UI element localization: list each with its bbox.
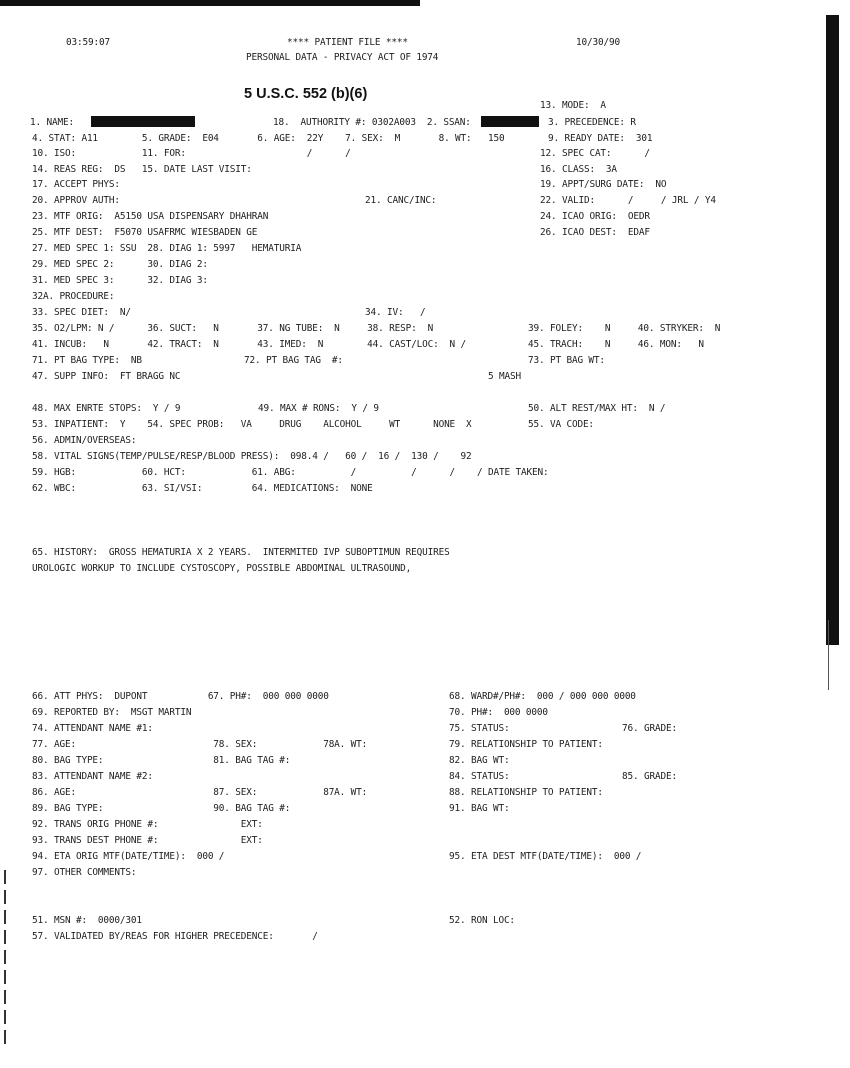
row-reas-reg: 14. REAS REG: DS 15. DATE LAST VISIT: [32, 164, 252, 175]
field-relationship-79: 79. RELATIONSHIP TO PATIENT: [449, 739, 603, 750]
field-accept-phys: 17. ACCEPT PHYS: [32, 179, 120, 190]
field-mode: 13. MODE: A [540, 100, 606, 111]
field-class: 16. CLASS: 3A [540, 164, 617, 175]
document-subtitle: PERSONAL DATA - PRIVACY ACT OF 1974 [246, 52, 439, 63]
field-va-code: 55. VA CODE: [528, 419, 594, 430]
field-validated-by: 57. VALIDATED BY/REAS FOR HIGHER PRECEDENCE: / [32, 931, 318, 942]
field-supp-info: 47. SUPP INFO: FT BRAGG NC [32, 371, 181, 382]
field-appt-surg-date: 19. APPT/SURG DATE: NO [540, 179, 667, 190]
field-eta-orig-mtf: 94. ETA ORIG MTF(DATE/TIME): 000 / [32, 851, 225, 862]
field-pt-bag-wt: 73. PT BAG WT: [528, 355, 605, 366]
row-inpatient-spec-prob: 53. INPATIENT: Y 54. SPEC PROB: VA DRUG ALCOHOL WT NONE X [32, 419, 472, 430]
field-bag-wt-82: 82. BAG WT: [449, 755, 510, 766]
row-o2-suct-ng-resp: 35. O2/LPM: N / 36. SUCT: N 37. NG TUBE: N 38. RESP: N [32, 323, 434, 334]
row-incub-tract-imed-cast: 41. INCUB: N 42. TRACT: N 43. IMED: N 44. CAST/LOC: N / [32, 339, 467, 350]
field-attendant-name-1: 74. ATTENDANT NAME #1: [32, 723, 153, 734]
field-reported-by: 69. REPORTED BY: MSGT MARTIN [32, 707, 192, 718]
field-ready-date: 9. READY DATE: 301 [548, 133, 653, 144]
print-time: 03:59:07 [66, 37, 110, 48]
field-trans-dest-phone: 93. TRANS DEST PHONE #: EXT: [32, 835, 263, 846]
field-msn: 51. MSN #: 0000/301 [32, 915, 142, 926]
field-grade-85: 85. GRADE: [622, 771, 677, 782]
field-pt-bag-type: 71. PT BAG TYPE: NB [32, 355, 142, 366]
field-max-enrte-stops: 48. MAX ENRTE STOPS: Y / 9 [32, 403, 181, 414]
field-status-75: 75. STATUS: [449, 723, 510, 734]
field-bag-wt-91: 91. BAG WT: [449, 803, 510, 814]
row-age-sex-wt-2: 86. AGE: 87. SEX: 87A. WT: [32, 787, 368, 798]
field-spec-cat: 12. SPEC CAT: / [540, 148, 650, 159]
row-trach-mon: 45. TRACH: N 46. MON: N [528, 339, 704, 350]
field-eta-dest-mtf: 95. ETA DEST MTF(DATE/TIME): 000 / [449, 851, 642, 862]
field-ward-ph: 68. WARD#/PH#: 000 / 000 000 0000 [449, 691, 636, 702]
row-iso-for: 10. ISO: 11. FOR: / / [32, 148, 351, 159]
field-iv: 34. IV: / [365, 307, 426, 318]
row-med-spec-1: 27. MED SPEC 1: SSU 28. DIAG 1: 5997 HEMATURIA [32, 243, 302, 254]
row-wbc-si-medications: 62. WBC: 63. SI/VSI: 64. MEDICATIONS: NONE [32, 483, 373, 494]
field-max-rons: 49. MAX # RONS: Y / 9 [258, 403, 379, 414]
redacted-name [91, 116, 195, 127]
field-alt-rest: 50. ALT REST/MAX HT: N / [528, 403, 666, 414]
field-valid: 22. VALID: / / JRL / Y4 [540, 195, 716, 206]
field-status-84: 84. STATUS: [449, 771, 510, 782]
redacted-ssan [481, 116, 539, 127]
field-approv-auth: 20. APPROV AUTH: [32, 195, 120, 206]
field-ph-70: 70. PH#: 000 0000 [449, 707, 548, 718]
history-line-2: UROLOGIC WORKUP TO INCLUDE CYSTOSCOPY, POSSIBLE ABDOMINAL ULTRASOUND, [32, 563, 412, 574]
field-attendant-name-2: 83. ATTENDANT NAME #2: [32, 771, 153, 782]
scan-artifact-right-bar [826, 15, 839, 645]
row-med-spec-3: 31. MED SPEC 3: 32. DIAG 3: [32, 275, 208, 286]
foia-exemption-stamp: 5 U.S.C. 552 (b)(6) [244, 86, 368, 102]
field-grade-76: 76. GRADE: [622, 723, 677, 734]
field-name: 1. NAME: [30, 117, 74, 128]
field-mtf-orig: 23. MTF ORIG: A5150 USA DISPENSARY DHAHRAN [32, 211, 269, 222]
row-stat-grade-age-sex-wt: 4. STAT: A11 5. GRADE: E04 6. AGE: 22Y 7. SEX: M 8. WT: 150 [32, 133, 505, 144]
field-supp-info-unit: 5 MASH [488, 371, 521, 382]
row-hgb-hct-abg: 59. HGB: 60. HCT: 61. ABG: / / / / DATE TAKEN: [32, 467, 549, 478]
print-date: 10/30/90 [576, 37, 620, 48]
field-vital-signs: 58. VITAL SIGNS(TEMP/PULSE/RESP/BLOOD PRESS): 098.4 / 60 / 16 / 130 / 92 [32, 451, 472, 462]
field-ron-loc: 52. RON LOC: [449, 915, 515, 926]
field-precedence: 3. PRECEDENCE: R [548, 117, 636, 128]
field-admin-overseas: 56. ADMIN/OVERSEAS: [32, 435, 137, 446]
field-canc-inc: 21. CANC/INC: [365, 195, 437, 206]
scan-artifact-right-line [828, 620, 829, 690]
row-age-sex-wt-1: 77. AGE: 78. SEX: 78A. WT: [32, 739, 368, 750]
scan-artifact-left-line [4, 870, 6, 1050]
field-authority-ssan: 18. AUTHORITY #: 0302A003 2. SSAN: [273, 117, 471, 128]
field-icao-dest: 26. ICAO DEST: EDAF [540, 227, 650, 238]
scan-artifact-top-bar [0, 0, 420, 6]
field-pt-bag-tag: 72. PT BAG TAG #: [244, 355, 343, 366]
row-bag-type-tag-1: 80. BAG TYPE: 81. BAG TAG #: [32, 755, 291, 766]
field-mtf-dest: 25. MTF DEST: F5070 USAFRMC WIESBADEN GE [32, 227, 258, 238]
field-other-comments: 97. OTHER COMMENTS: [32, 867, 137, 878]
field-icao-orig: 24. ICAO ORIG: OEDR [540, 211, 650, 222]
row-bag-type-tag-2: 89. BAG TYPE: 90. BAG TAG #: [32, 803, 291, 814]
field-relationship-88: 88. RELATIONSHIP TO PATIENT: [449, 787, 603, 798]
row-att-phys-ph: 66. ATT PHYS: DUPONT 67. PH#: 000 000 0000 [32, 691, 329, 702]
field-procedure: 32A. PROCEDURE: [32, 291, 115, 302]
field-trans-orig-phone: 92. TRANS ORIG PHONE #: EXT: [32, 819, 263, 830]
row-med-spec-2: 29. MED SPEC 2: 30. DIAG 2: [32, 259, 208, 270]
row-foley-stryker: 39. FOLEY: N 40. STRYKER: N [528, 323, 721, 334]
field-spec-diet: 33. SPEC DIET: N/ [32, 307, 131, 318]
document-title: **** PATIENT FILE **** [287, 37, 408, 48]
history-line-1: 65. HISTORY: GROSS HEMATURIA X 2 YEARS. INTERMITED IVP SUBOPTIMUN REQUIRES [32, 547, 450, 558]
